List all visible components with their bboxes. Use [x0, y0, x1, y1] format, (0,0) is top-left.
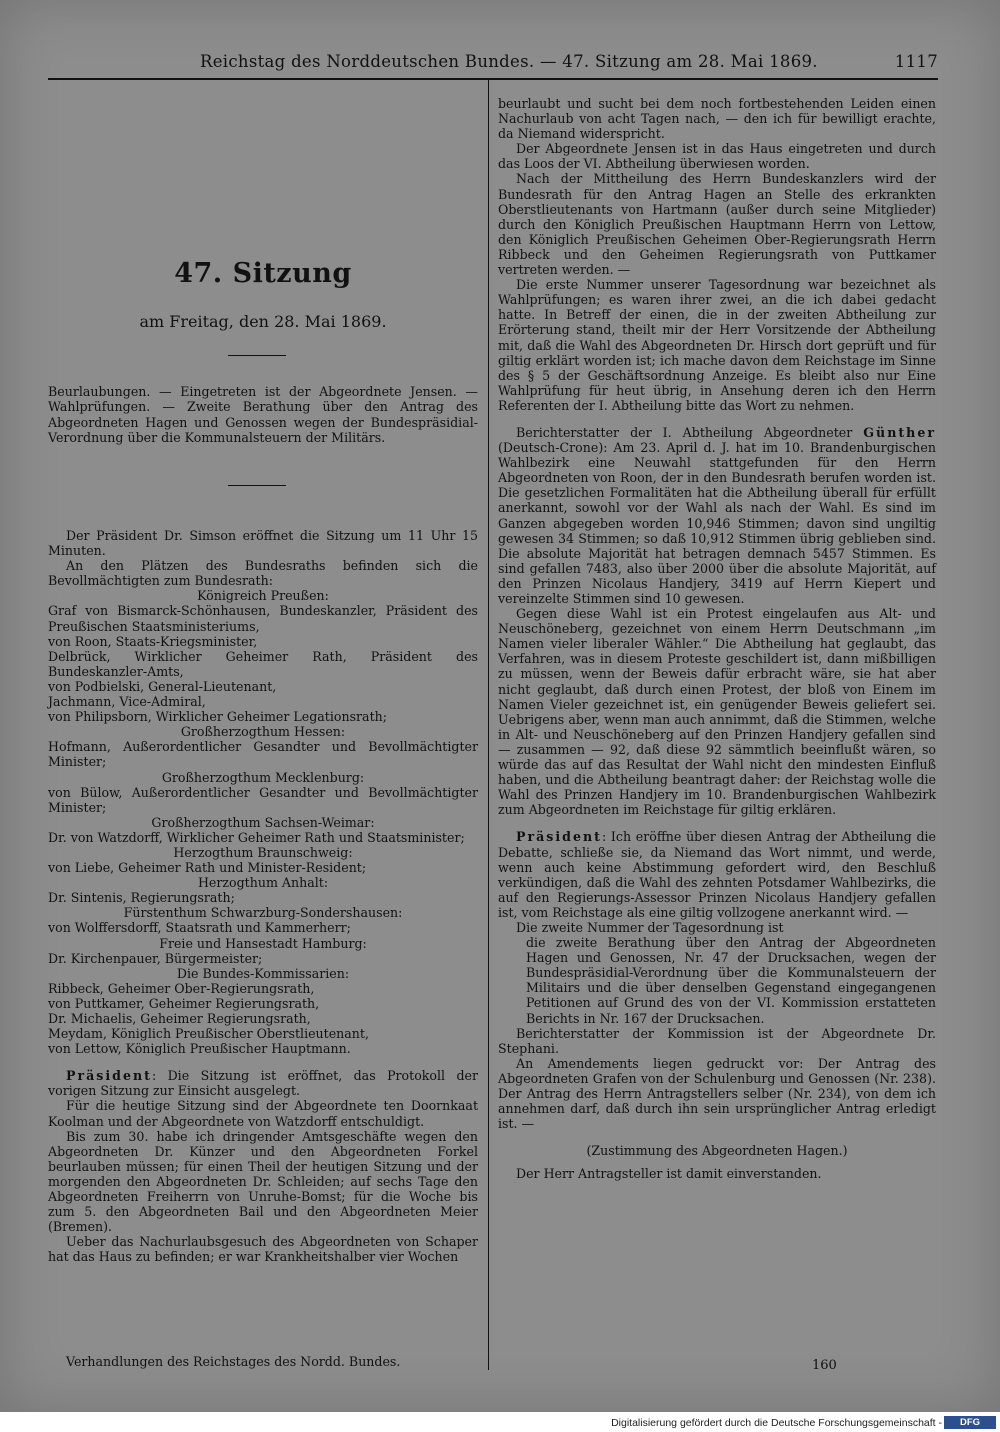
footer-source: Verhandlungen des Reichstages des Nordd. Bundes. — [66, 1354, 401, 1369]
paragraph-jensen: Der Abgeordnete Jensen ist in das Haus eingetreten und durch das Loos der VI. Abtheilung überwiesen worden. — [498, 141, 936, 172]
header-rule — [48, 78, 938, 80]
running-header — [200, 52, 938, 71]
member-entry: Hofmann, Außerordentlicher Gesandter und Bevollmächtigter Minister; — [48, 739, 478, 770]
session-title: 47. Sitzung — [174, 258, 352, 289]
title-rule — [228, 355, 286, 356]
state-heading: Herzogthum Anhalt: — [197, 875, 329, 891]
state-heading: Königreich Preußen: — [197, 588, 329, 604]
member-entry: Delbrück, Wirklicher Geheimer Rath, Präsident des Bundeskanzler-Amts, — [48, 648, 478, 679]
member-entry: Jachmann, Vice-Admiral, — [48, 694, 206, 710]
speech-text: : Ich eröffne über diesen Antrag der Abtheilung die Debatte, schließe sie, da Niemand das Wort nimmt, und werde, wenn auch keine Abstimmung gefordert wird, den Beschluß verkündigen, daß die Wahl des zehnten Potsdamer Wahlbezirks, die auf den Regierungs-Assessor Prinzen Nicolaus Handjery gefallen ist, vom Reichstage als eine giltig vollzogene anerkannt wird. — — [498, 829, 936, 920]
member-entry: Meydam, Königlich Preußischer Oberstlieutenant, — [48, 1026, 369, 1042]
summary-rule — [228, 485, 286, 486]
member-entry: Dr. Michaelis, Geheimer Regierungsrath, — [48, 1011, 311, 1026]
consent-note: (Zustimmung des Abgeordneten Hagen.) — [586, 1143, 848, 1159]
plenipotentiaries-intro: An den Plätzen des Bundesraths befinden sich die Bevollmächtigten zum Bundesrath: — [48, 558, 478, 589]
paragraph-bundesrath: Nach der Mittheilung des Herrn Bundeskanzlers wird der Bundesrath für den Antrag Hagen an Stelle des erkrankten Oberstlieutenants von Hartmann (außer durch seine Mitglieder) durch den Königlich Preußischen Hauptmann Herrn von Lettow, den Königlich Preußischen Geheimen Ober-Regierungsrath Herrn Ribbeck und den Geheimen Regierungsrath von Puttkamer vertreten werden. — — [498, 171, 936, 278]
running-title: Reichstag des Norddeutschen Bundes. — 47. Sitzung am 28. Mai 1869. — [200, 52, 818, 71]
paragraph-amendments: An Amendements liegen gedruckt vor: Der Antrag des Abgeordneten Grafen von der Schulenburg und Genossen (Nr. 238). Der Antrag des Herrn Antragstellers selber (Nr. 234), von dem ich annehmen darf, daß durch ihn sein ursprünglicher Antrag erledigt ist. — — [498, 1055, 936, 1132]
member-entry: von Puttkamer, Geheimer Regierungsrath, — [48, 995, 320, 1011]
paragraph-second-intro: Die zweite Nummer der Tagesordnung ist — [516, 919, 784, 935]
paragraph-reporter2: Berichterstatter der Kommission ist der Abgeordnete Dr. Stephani. — [498, 1025, 936, 1056]
dfg-logo: DFG — [944, 1416, 996, 1429]
president-decision — [498, 829, 936, 920]
agenda-item: die zweite Berathung über den Antrag der Abgeordneten Hagen und Genossen, Nr. 47 der Drucksachen, wegen der Bundespräsidial-Verordnung über die Kommunalsteuern der Militairs und die über denselben Gegenstand eingegangenen Petitionen auf Grund des von der VI. Kommission erstatteten Berichts in Nr. 167 der Drucksachen. — [526, 935, 936, 1026]
session-summary: Beurlaubungen. — Eingetreten ist der Abgeordnete Jensen. — Wahlprüfungen. — Zweite Berathung über den Antrag des Abgeordneten Hagen und Genossen wegen der Bundespräsidial-Verordnung über die Kommunalsteuern der Militärs. — [48, 384, 478, 446]
state-heading: Großherzogthum Mecklenburg: — [161, 769, 365, 785]
funding-credit: Digitalisierung gefördert durch die Deutsche Forschungsgemeinschaft - — [611, 1417, 942, 1429]
paragraph-continuation: beurlaubt und sucht bei dem noch fortbestehenden Leiden einen Nachurlaub von acht Tagen nach, — den ich für bewilligt erachte, da Niemand widerspricht. — [498, 96, 936, 142]
paragraph-agree: Der Herr Antragsteller ist damit einverstanden. — [516, 1166, 822, 1182]
member-entry: Dr. Sintenis, Regierungsrath; — [48, 890, 235, 906]
speaker-label: Präsident — [66, 1068, 152, 1084]
page-number: 1117 — [894, 52, 938, 71]
state-heading: Freie und Hansestadt Hamburg: — [159, 935, 367, 951]
speech-text: : Die Sitzung ist eröffnet, das Protokoll der vorigen Sitzung zur Einsicht ausgelegt. — [48, 1068, 478, 1099]
member-entry: Dr. von Watzdorff, Wirklicher Geheimer Rath und Staatsminister; — [48, 829, 465, 845]
member-entry: von Philipsborn, Wirklicher Geheimer Legationsrath; — [48, 709, 387, 725]
state-heading: Großherzogthum Sachsen-Weimar: — [151, 814, 375, 830]
member-entry: von Roon, Staats-Kriegsminister, — [48, 633, 258, 649]
reporter-name: Günther — [863, 424, 936, 440]
reporter-heading — [498, 425, 936, 606]
right-column — [498, 96, 936, 1181]
paragraph-protest: Gegen diese Wahl ist ein Protest eingelaufen aus Alt- und Neuschöneberg, gezeichnet von einem Herrn Deutschmann „im Namen vieler liberaler Wähler.“ Die Abtheilung hat geglaubt, das Verfahren, was in diesem Proteste geschildert ist, dann mißbilligen zu müssen, wenn der Beweis dafür erbracht wäre, sie hat aber nicht geglaubt, daß durch einen Protest, der bloß von Einem im Namen Vieler gezeichnet ist, ein genügender Beweis geliefert sei. Uebrigens aber, wenn man auch annimmt, daß die Stimmen, welche in Alt- und Neuschöneberg auf den Prinzen Handjery gefallen sind — zusammen — 92, daß diese 92 sämmtlich beeinflußt wären, so würde das auf das Resultat der Wahl nicht den mindesten Einfluß haben, und die Abtheilung beantragt daher: der Reichstag wolle die Wahl des Prinzen Handjery im 10. Brandenburgischen Wahlbezirk zum Abgeordneten im Reichstage für giltig erklären. — [498, 606, 936, 818]
speaker-label: Präsident — [516, 829, 602, 845]
state-heading: Großherzogthum Hessen: — [180, 724, 346, 740]
paragraph-excused: Für die heutige Sitzung sind der Abgeordnete ten Doornkaat Koolman und der Abgeordnete von Watzdorff entschuldigt. — [48, 1098, 478, 1129]
member-entry: Ribbeck, Geheimer Ober-Regierungsrath, — [48, 980, 315, 996]
member-entry: von Bülow, Außerordentlicher Gesandter und Bevollmächtigter Minister; — [48, 784, 478, 815]
member-entry: von Lettow, Königlich Preußischer Hauptmann. — [48, 1041, 351, 1057]
president-opening — [48, 1068, 478, 1098]
state-heading: Fürstenthum Schwarzburg-Sondershausen: — [123, 905, 403, 921]
state-heading: Die Bundes-Kommissarien: — [176, 965, 350, 981]
session-date: am Freitag, den 28. Mai 1869. — [139, 312, 387, 331]
member-entry: Graf von Bismarck-Schönhausen, Bundeskanzler, Präsident des Preußischen Staatsministeriums, — [48, 603, 478, 634]
left-column — [48, 528, 478, 1265]
column-divider — [488, 80, 489, 1370]
member-entry: von Liebe, Geheimer Rath und Minister-Resident; — [48, 860, 367, 876]
member-entry: Dr. Kirchenpauer, Bürgermeister; — [48, 950, 263, 966]
sheet-number: 160 — [812, 1358, 837, 1373]
reporter-label: Berichterstatter der I. Abtheilung Abgeordneter — [516, 424, 853, 440]
opening-paragraph: Der Präsident Dr. Simson eröffnet die Sitzung um 11 Uhr 15 Minuten. — [48, 528, 478, 559]
paragraph-election: Die erste Nummer unserer Tagesordnung war bezeichnet als Wahlprüfungen; es waren ihrer zwei, an die ich dabei gedacht hatte. In Betreff der einen, die in der zweiten Abtheilung zur Erörterung stand, theilt mir der Herr Vorsitzende der Abtheilung mit, daß die Wahl des Abgeordneten Dr. Hirsch dort geprüft und für giltig erklärt worden ist; ich mache davon dem Reichstage im Sinne des § 5 der Geschäftsordnung Anzeige. Es bleibt also nur Eine Wahlprüfung für heut übrig, in Ansehung deren ich den Herrn Referenten der I. Abtheilung bitte das Wort zu nehmen. — [498, 277, 936, 413]
paragraph-schaper: Ueber das Nachurlaubsgesuch des Abgeordneten von Schaper hat das Haus zu befinden; er war Krankheitshalber vier Wochen — [48, 1234, 478, 1265]
report-text: (Deutsch-Crone): Am 23. April d. J. hat im 10. Brandenburgischen Wahlbezirk eine Neuwahl stattgefunden für den Herrn Abgeordneten von Roon, der in den Bundesrath berufen worden ist. Die gesetzlichen Formalitäten hat die Abtheilung überall für erfüllt anerkannt, sowohl vor der Wahl als nach der Wahl. Es sind im Ganzen abgegeben worden 10,946 Stimmen; davon sind ungiltig gewesen 34 Stimmen; so daß 10,912 Stimmen übrig geblieben sind. Die absolute Majorität hat betragen demnach 5457 Stimmen. Es sind gefallen 7483, also über 2000 über die absolute Majorität, auf den Prinzen Nicolaus Handjery, 3419 auf Herrn Kiepert und vereinzelte Stimmen sind 10 gewesen. — [498, 440, 936, 606]
member-entry: von Podbielski, General-Lieutenant, — [48, 678, 277, 694]
paragraph-leave: Bis zum 30. habe ich dringender Amtsgeschäfte wegen den Abgeordneten Dr. Künzer und den Abgeordneten Forkel beurlauben müssen; für einen Theil der heutigen Sitzung und der morgenden den Abgeordneten Dr. Schleiden; auf sechs Tage den Abgeordneten Freiherrn von Unruhe-Bomst; für die Woche bis zum 5. den Abgeordneten Bail und den Abgeordneten Meier (Bremen). — [48, 1128, 478, 1235]
member-entry: von Wolffersdorff, Staatsrath und Kammerherr; — [48, 920, 351, 936]
state-heading: Herzogthum Braunschweig: — [173, 844, 353, 860]
